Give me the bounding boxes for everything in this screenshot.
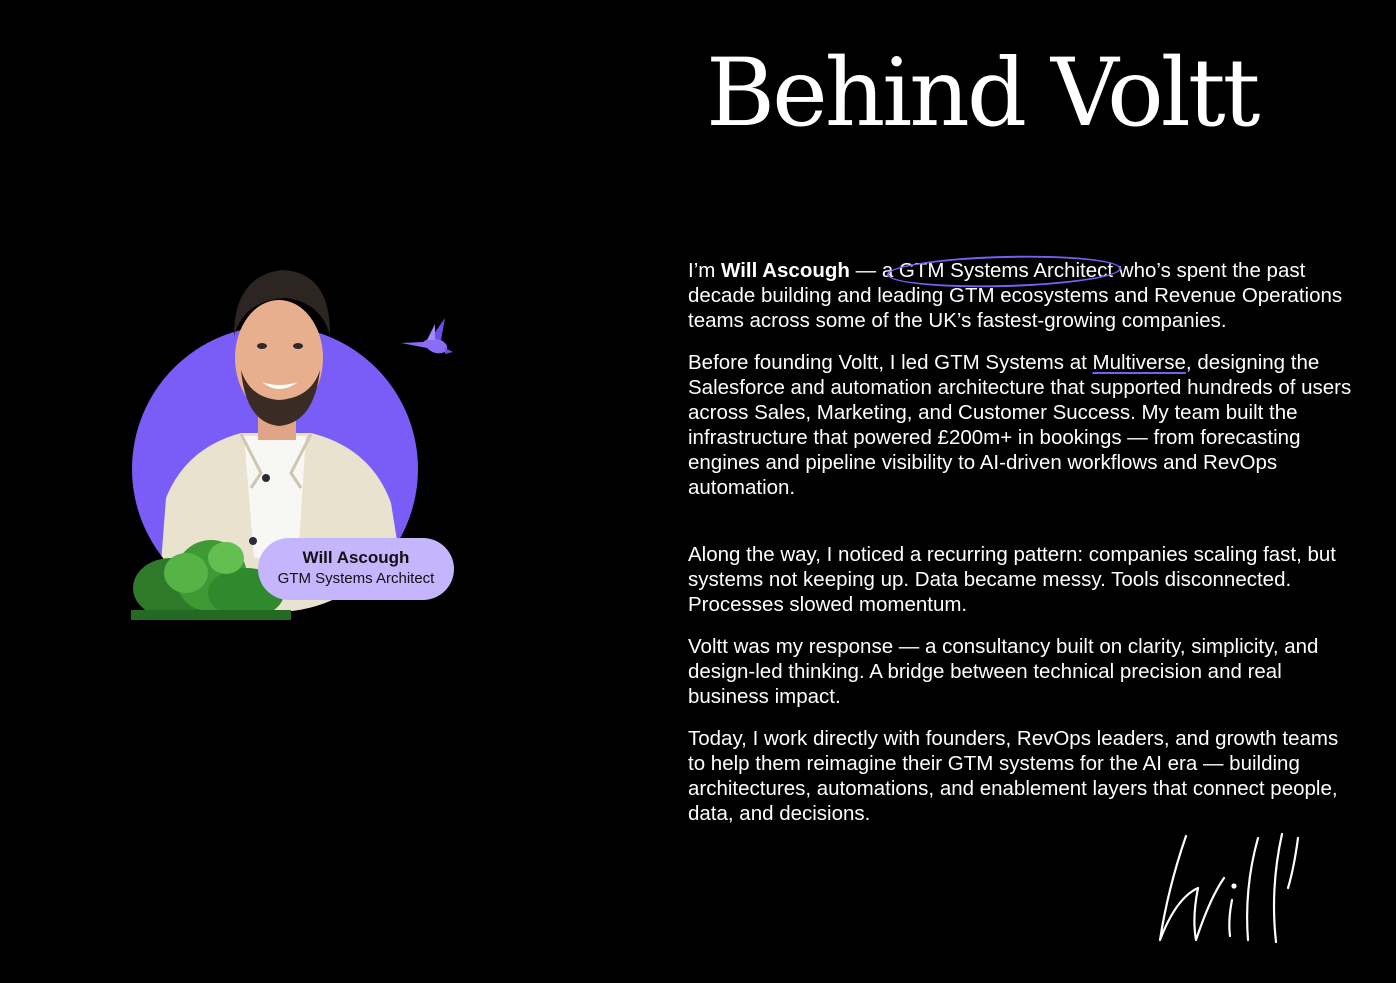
bio-paragraph-voltt: Voltt was my response — a consultancy built on clarity, simplicity, and design-led thinking. A bridge between technical precision and real business impact. [688,635,1319,708]
page-title: Behind Voltt [706,39,1258,148]
bio-paragraph-today: Today, I work directly with founders, RevOps leaders, and growth teams to help them reimagine their GTM systems for the AI era — building architectures, automations, and enablement layers that connect people, data, and decisions. [688,727,1339,825]
hummingbird-icon [401,318,453,354]
bio-paragraph-intro [688,258,1352,333]
signature [1148,828,1318,953]
bio-paragraph-background [688,350,1352,500]
bio-paragraph-pattern: Along the way, I noticed a recurring pattern: companies scaling fast, but systems not keeping up. Data became messy. Tools disconnected. Processes slowed momentum. [688,543,1337,616]
bio-section [688,258,1352,843]
bio-intro-text: I’m [688,259,722,282]
badge-name: Will Ascough [302,548,410,567]
bio-intro-rest: who’s spent the past decade building and leading GTM ecosystems and Revenue Operations teams across some of the UK’s fastest-growing companies. [688,259,1343,332]
bio-background-rest: , designing the Salesforce and automation architecture that supported hundreds of users across Sales, Marketing, and Customer Success. My team built the infrastructure that powered £200m+ in bookings — from forecasting engines and pipeline visibility to AI-driven workflows and RevOps automation. [688,351,1352,499]
bio-dash-text: — a [849,259,899,282]
profile-portrait [126,258,466,628]
bio-name: Will Ascough [721,259,850,282]
multiverse-link[interactable]: Multiverse [1092,351,1186,374]
bio-background-text: Before founding Voltt, I led GTM Systems at [688,351,1093,374]
badge-role: GTM Systems Architect [277,570,435,587]
role-highlight: GTM Systems Architect [898,259,1114,282]
name-badge [258,538,454,600]
